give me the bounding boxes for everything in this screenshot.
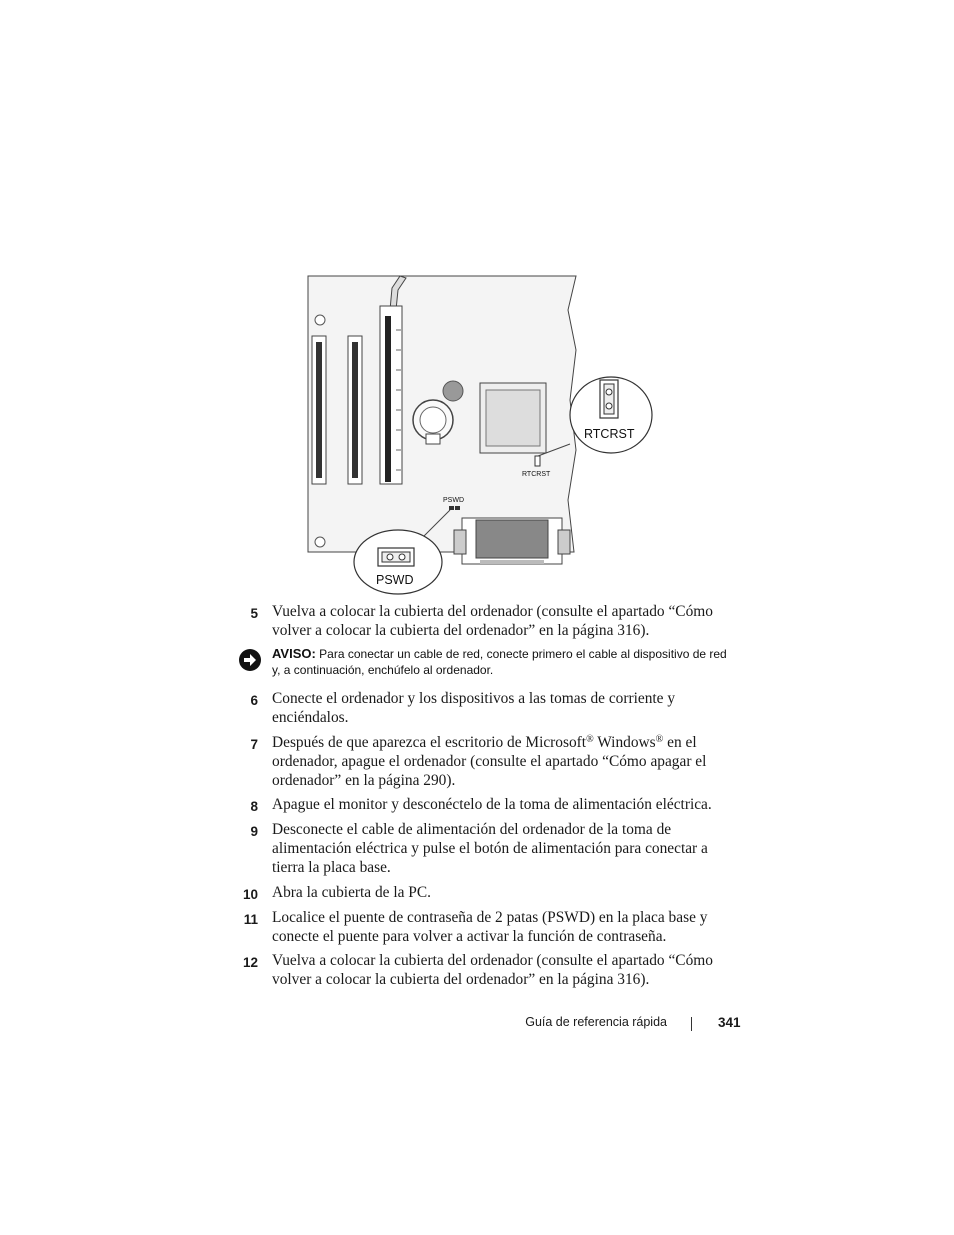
step-number: 7 bbox=[250, 737, 258, 752]
step-number: 8 bbox=[250, 799, 258, 814]
step-number: 10 bbox=[242, 887, 258, 902]
step-number: 9 bbox=[250, 824, 258, 839]
step-text-part: Windows bbox=[593, 734, 656, 751]
pswd-callout-label: PSWD bbox=[376, 573, 414, 587]
step-number: 5 bbox=[250, 606, 258, 621]
pswd-small-label: PSWD bbox=[443, 497, 464, 504]
step-text bbox=[272, 733, 732, 790]
motherboard-jumper-diagram bbox=[300, 270, 660, 595]
registered-mark: ® bbox=[586, 734, 594, 745]
rtcrst-callout-label: RTCRST bbox=[584, 427, 635, 441]
step-number: 12 bbox=[242, 955, 258, 970]
step-text-part: Después de que aparezca el escritorio de Microsoft bbox=[272, 734, 587, 751]
step-text: Vuelva a colocar la cubierta del ordenador (consulte el apartado “Cómo volver a colocar la cubierta del ordenador” en la página 316). bbox=[272, 603, 713, 639]
notice-text bbox=[272, 646, 734, 678]
notice-body: Para conectar un cable de red, conecte primero el cable al dispositivo de red y, a continuación, enchúfelo al ordenador. bbox=[272, 647, 727, 677]
step-text: Localice el puente de contraseña de 2 patas (PSWD) en la placa base y conecte el puente para volver a activar la función de contraseña. bbox=[272, 909, 708, 945]
page-footer bbox=[0, 1015, 954, 1035]
registered-mark: ® bbox=[655, 734, 664, 745]
notice-label: AVISO: bbox=[272, 646, 316, 661]
step-text-part: en el ordenador, apague el ordenador (consulte el apartado “Cómo apagar el ordenador” en la página 290). bbox=[272, 734, 707, 789]
step-text: Desconecte el cable de alimentación del ordenador de la toma de alimentación eléctrica y pulse el botón de alimentación para conectar a tierra la placa base. bbox=[272, 821, 708, 876]
footer-separator bbox=[691, 1017, 692, 1031]
step-text: Vuelva a colocar la cubierta del ordenador (consulte el apartado “Cómo volver a colocar la cubierta del ordenador” en la página 316). bbox=[272, 952, 713, 988]
step-text: Abra la cubierta de la PC. bbox=[272, 884, 431, 901]
step-text: Apague el monitor y desconéctelo de la toma de alimentación eléctrica. bbox=[272, 796, 712, 813]
notice-arrow-icon bbox=[238, 648, 262, 672]
footer-title: Guía de referencia rápida bbox=[525, 1015, 667, 1029]
rtcrst-small-label: RTCRST bbox=[522, 471, 551, 478]
step-number: 11 bbox=[243, 912, 258, 927]
step-text: Conecte el ordenador y los dispositivos a las tomas de corriente y enciéndalos. bbox=[272, 690, 676, 726]
page-number: 341 bbox=[718, 1015, 741, 1030]
step-number: 6 bbox=[250, 693, 258, 708]
